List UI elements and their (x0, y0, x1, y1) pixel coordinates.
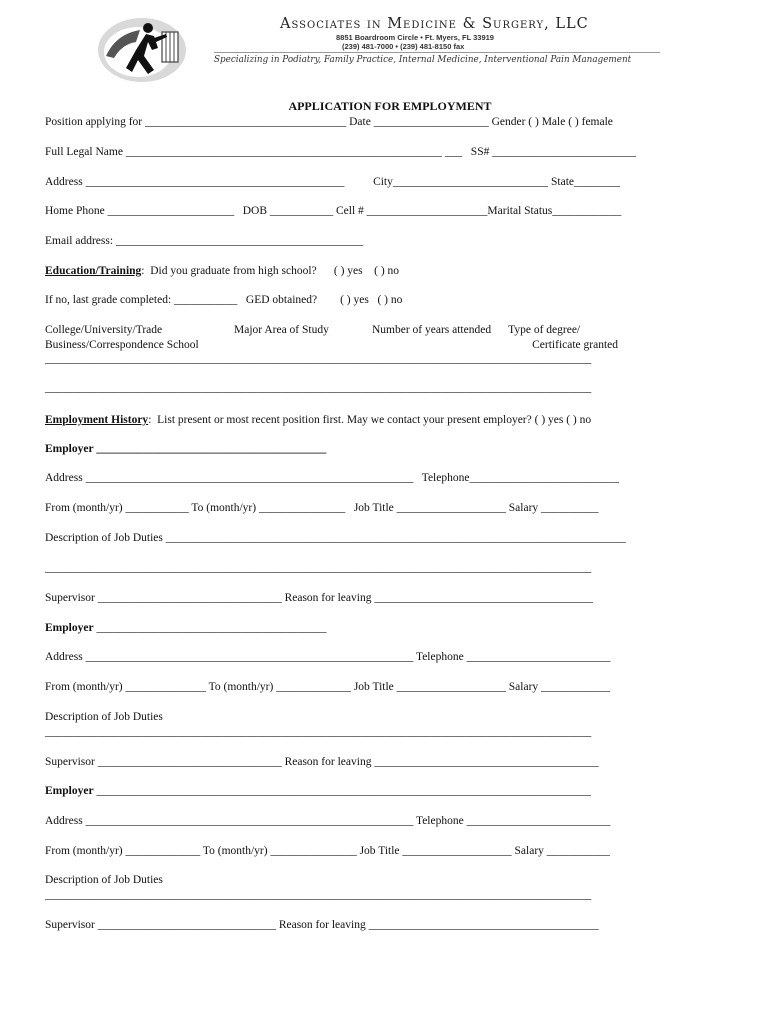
employer-dates-row[interactable]: From (month/yr) ______________ To (month/yr) _____________ Job Title ___________________ Salary ____________ (45, 681, 611, 693)
employer-dates-row[interactable]: From (month/yr) _____________ To (month/yr) _______________ Job Title ___________________ Salary ___________ (45, 845, 611, 857)
job-duties-row[interactable]: Description of Job Duties ________________________________________________________________________________ (45, 532, 626, 544)
company-logo-icon (96, 12, 192, 84)
supervisor-row[interactable]: Supervisor _______________________________ Reason for leaving ________________________________________ (45, 919, 599, 931)
company-address: 8851 Boardroom Circle • Ft. Myers, FL 33919 (336, 33, 494, 42)
employer-label: Employer (45, 785, 94, 797)
contact-employer-question[interactable]: : List present or most recent position first. May we contact your present employer? ( ) yes ( ) no (148, 414, 592, 426)
employer-row[interactable] (45, 442, 326, 456)
employer-label: Employer (45, 622, 94, 634)
job-duties-label: Description of Job Duties (45, 874, 163, 886)
email-field-row[interactable]: Email address: ___________________________________________ (45, 235, 364, 247)
job-duties-line[interactable]: _______________________________________________________________________________________________ (45, 889, 592, 901)
job-duties-line[interactable]: _______________________________________________________________________________________________ (45, 726, 592, 738)
employer-address-row[interactable]: Address _________________________________________________________ Telephone__________________________ (45, 472, 619, 484)
employer-address-row[interactable]: Address _________________________________________________________ Telephone _________________________ (45, 651, 611, 663)
page-title: APPLICATION FOR EMPLOYMENT (288, 99, 492, 113)
job-duties-label: Description of Job Duties (45, 711, 163, 723)
grade-ged-row[interactable]: If no, last grade completed: ___________ GED obtained? ( ) yes ( ) no (45, 294, 403, 306)
highschool-question[interactable]: : Did you graduate from high school? ( ) yes ( ) no (141, 265, 400, 277)
company-phones: (239) 481-7000 • (239) 481-8150 fax (342, 42, 465, 51)
address-field-row[interactable]: Address _____________________________________________ City___________________________ State________ (45, 176, 620, 188)
job-duties-line[interactable]: _______________________________________________________________________________________________ (45, 562, 592, 574)
specialty-line: Specializing in Podiatry, Family Practice, Internal Medicine, Interventional Pain Management (214, 55, 632, 65)
education-columns-row1: College/University/Trade Major Area of Study Number of years attended Type of degree/ (45, 324, 581, 336)
education-columns-row2: Business/Correspondence School Certificate granted (45, 339, 619, 351)
education-entry-line[interactable]: _______________________________________________________________________________________________ (45, 353, 592, 365)
employment-heading: Employment History (45, 414, 149, 426)
employer-blank[interactable]: ________________________________________ (93, 443, 327, 455)
phone-dob-field-row[interactable]: Home Phone ______________________ DOB ___________ Cell # _____________________Marital Status____________ (45, 205, 622, 217)
employer-blank[interactable]: ________________________________________ (93, 622, 327, 634)
employment-history-row[interactable] (45, 413, 591, 427)
employer-dates-row[interactable]: From (month/yr) ___________ To (month/yr) _______________ Job Title ___________________ Salary __________ (45, 502, 599, 514)
employer-row[interactable] (45, 621, 326, 635)
employer-row[interactable] (45, 784, 591, 798)
employer-label: Employer (45, 443, 94, 455)
education-entry-line[interactable]: _______________________________________________________________________________________________ (45, 382, 592, 394)
education-row[interactable] (45, 264, 399, 278)
supervisor-row[interactable]: Supervisor ________________________________ Reason for leaving ______________________________________ (45, 592, 593, 604)
name-ssn-field-row[interactable]: Full Legal Name _______________________________________________________ ___ SS# _________________________ (45, 146, 636, 158)
company-name: Associates in Medicine & Surgery, LLC (280, 16, 589, 32)
header-divider (214, 52, 660, 53)
employer-address-row[interactable]: Address _________________________________________________________ Telephone _________________________ (45, 815, 611, 827)
supervisor-row[interactable]: Supervisor ________________________________ Reason for leaving _______________________________________ (45, 756, 599, 768)
position-field-row[interactable]: Position applying for ___________________________________ Date ____________________ Gender ( ) Male ( ) female (45, 116, 613, 128)
education-heading: Education/Training (45, 265, 142, 277)
employer-blank[interactable]: ______________________________________________________________________________________ (93, 785, 591, 797)
